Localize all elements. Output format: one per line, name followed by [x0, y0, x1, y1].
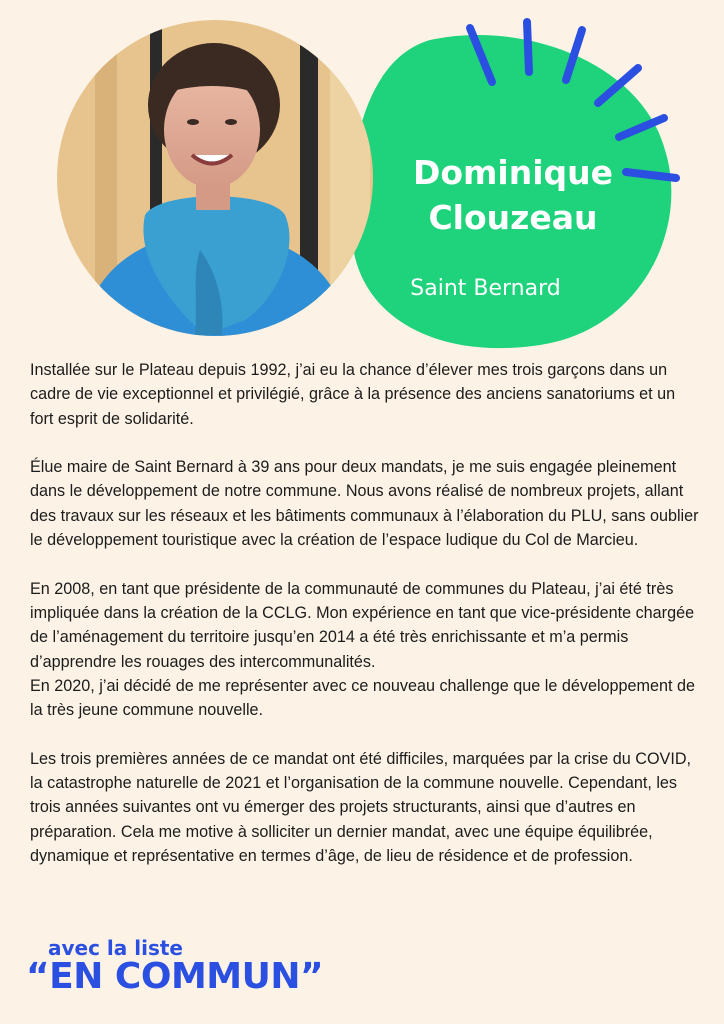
first-name: Dominique	[412, 153, 614, 192]
list-intro: avec la liste	[48, 936, 183, 960]
bio-paragraph-2: Élue maire de Saint Bernard à 39 ans pour deux mandats, je me suis engagée pleinement dans le développement de notre commune. Nous avons réalisé de nombreux projets, allant des travaux sur les réseaux et les bâtiments communaux à l’élaboration du PLU, sans oublier le développement touristique avec la création de l’espace ludique du Col de Marcieu.	[30, 458, 699, 550]
bio-paragraph-3	[30, 577, 702, 723]
hero-section	[0, 0, 724, 350]
town-label: Saint Bernard	[410, 276, 561, 301]
candidate-name	[398, 150, 628, 240]
portrait-photo	[50, 10, 390, 350]
bio-paragraph-4: Les trois premières années de ce mandat ont été difficiles, marquées par la crise du COVID, la catastrophe naturelle de 2021 et l’organisation de la commune nouvelle. Cependant, les trois années suivantes ont vu émerger des projets structurants, ainsi que d’autres en préparation. Cela me motive à solliciter un dernier mandat, avec une équipe équilibrée, dynamique et représentative en termes d’âge, de lieu de résidence et de profession.	[30, 749, 692, 865]
last-name: Clouzeau	[428, 198, 598, 237]
bio-paragraph-3a: En 2008, en tant que présidente de la communauté de communes du Plateau, j’ai été très impliquée dans la création de la CCLG. Mon expérience en tant que vice-présidente chargée de l’aménagement du territoire jusqu’en 2014 a été très enrichissante et m’a permis d’apprendre les rouages des intercommunalités.	[30, 579, 695, 671]
bio-paragraph-3b: En 2020, j’ai décidé de me représenter avec ce nouveau challenge que le développement de la très jeune commune nouvelle.	[30, 676, 696, 720]
list-name: “EN COMMUN”	[26, 956, 324, 997]
biography	[30, 358, 702, 893]
bio-paragraph-1: Installée sur le Plateau depuis 1992, j’ai eu la chance d’élever mes trois garçons dans un cadre de vie exceptionnel et privilégié, grâce à la présence des anciens sanatoriums et un fort esprit de solidarité.	[30, 361, 676, 428]
